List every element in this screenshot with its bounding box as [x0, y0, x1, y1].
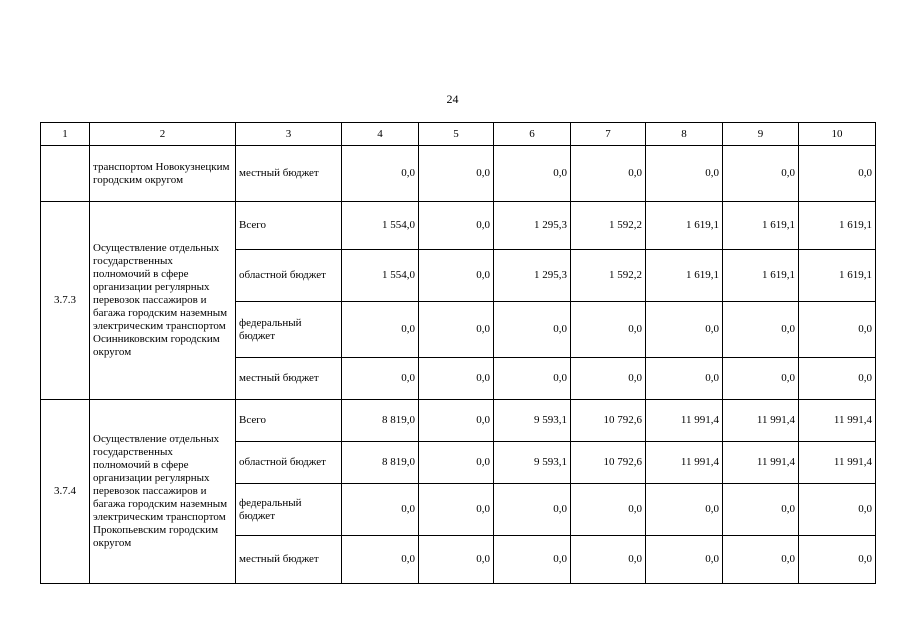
value-cell-col-9: 1 619,1 [723, 202, 799, 250]
value-cell-col-4: 8 819,0 [342, 400, 419, 442]
value-cell-col-6: 0,0 [494, 484, 571, 536]
funding-source: Всего [236, 202, 342, 250]
funding-source: федеральный бюджет [236, 302, 342, 358]
group-1-description: Осуществление отдельных государственных полномочий в сфере организации регулярных перевозок пассажиров и багажа городским наземным электрическим транспортом Осинниковским городским округом [90, 202, 236, 400]
value-cell-col-6: 0,0 [494, 358, 571, 400]
group-2-description: Осуществление отдельных государственных полномочий в сфере организации регулярных перевозок пассажиров и багажа городским наземным электрическим транспортом Прокопьевским городским округом [90, 400, 236, 584]
column-header-9: 9 [723, 123, 799, 146]
value-cell-col-4: 8 819,0 [342, 442, 419, 484]
value-cell-col-7: 10 792,6 [571, 442, 646, 484]
value-cell-col-8: 1 619,1 [646, 250, 723, 302]
value-cell-col-9: 0,0 [723, 358, 799, 400]
funding-source: местный бюджет [236, 146, 342, 202]
value-cell-col-4: 0,0 [342, 358, 419, 400]
table-row [41, 146, 876, 202]
group-1-code: 3.7.3 [41, 202, 90, 400]
table-row [41, 202, 876, 250]
column-header-10: 10 [799, 123, 876, 146]
value-cell-col-5: 0,0 [419, 484, 494, 536]
value-cell-col-4: 0,0 [342, 302, 419, 358]
value-cell-col-10: 0,0 [799, 302, 876, 358]
value-cell-col-9: 0,0 [723, 146, 799, 202]
value-cell-col-8: 11 991,4 [646, 400, 723, 442]
funding-source: местный бюджет [236, 536, 342, 584]
value-cell-col-10: 11 991,4 [799, 400, 876, 442]
column-header-6: 6 [494, 123, 571, 146]
value-cell-col-6: 0,0 [494, 302, 571, 358]
value-cell-col-6: 9 593,1 [494, 400, 571, 442]
value-cell-col-8: 0,0 [646, 146, 723, 202]
value-cell-col-7: 10 792,6 [571, 400, 646, 442]
continuation-description: транспортом Новокузнецким городским округом [90, 146, 236, 202]
value-cell-col-10: 1 619,1 [799, 250, 876, 302]
value-cell-col-8: 0,0 [646, 302, 723, 358]
value-cell-col-9: 1 619,1 [723, 250, 799, 302]
column-header-2: 2 [90, 123, 236, 146]
table-row [41, 400, 876, 442]
header-row [41, 123, 876, 146]
funding-source: федеральный бюджет [236, 484, 342, 536]
value-cell-col-7: 0,0 [571, 358, 646, 400]
value-cell-col-7: 0,0 [571, 302, 646, 358]
continuation-code [41, 146, 90, 202]
value-cell-col-10: 0,0 [799, 536, 876, 584]
value-cell-col-7: 1 592,2 [571, 202, 646, 250]
value-cell-col-6: 0,0 [494, 146, 571, 202]
value-cell-col-4: 0,0 [342, 146, 419, 202]
value-cell-col-4: 0,0 [342, 484, 419, 536]
value-cell-col-8: 0,0 [646, 484, 723, 536]
value-cell-col-10: 0,0 [799, 358, 876, 400]
table-body [41, 146, 876, 584]
value-cell-col-8: 0,0 [646, 536, 723, 584]
group-2-code: 3.7.4 [41, 400, 90, 584]
value-cell-col-4: 0,0 [342, 536, 419, 584]
value-cell-col-9: 0,0 [723, 302, 799, 358]
value-cell-col-5: 0,0 [419, 358, 494, 400]
funding-source: областной бюджет [236, 442, 342, 484]
column-header-5: 5 [419, 123, 494, 146]
value-cell-col-4: 1 554,0 [342, 250, 419, 302]
value-cell-col-9: 0,0 [723, 536, 799, 584]
value-cell-col-6: 0,0 [494, 536, 571, 584]
funding-source: местный бюджет [236, 358, 342, 400]
value-cell-col-5: 0,0 [419, 146, 494, 202]
value-cell-col-10: 11 991,4 [799, 442, 876, 484]
value-cell-col-8: 0,0 [646, 358, 723, 400]
column-header-4: 4 [342, 123, 419, 146]
value-cell-col-7: 1 592,2 [571, 250, 646, 302]
value-cell-col-6: 9 593,1 [494, 442, 571, 484]
table-header [41, 123, 876, 146]
value-cell-col-9: 0,0 [723, 484, 799, 536]
column-header-3: 3 [236, 123, 342, 146]
value-cell-col-5: 0,0 [419, 442, 494, 484]
value-cell-col-5: 0,0 [419, 400, 494, 442]
value-cell-col-9: 11 991,4 [723, 442, 799, 484]
value-cell-col-5: 0,0 [419, 302, 494, 358]
value-cell-col-10: 1 619,1 [799, 202, 876, 250]
value-cell-col-5: 0,0 [419, 536, 494, 584]
funding-source: Всего [236, 400, 342, 442]
page-number: 24 [446, 92, 459, 106]
column-header-8: 8 [646, 123, 723, 146]
value-cell-col-8: 11 991,4 [646, 442, 723, 484]
column-header-7: 7 [571, 123, 646, 146]
value-cell-col-7: 0,0 [571, 484, 646, 536]
value-cell-col-10: 0,0 [799, 146, 876, 202]
value-cell-col-5: 0,0 [419, 202, 494, 250]
value-cell-col-8: 1 619,1 [646, 202, 723, 250]
value-cell-col-9: 11 991,4 [723, 400, 799, 442]
value-cell-col-6: 1 295,3 [494, 202, 571, 250]
budget-table [40, 122, 876, 584]
value-cell-col-5: 0,0 [419, 250, 494, 302]
funding-source: областной бюджет [236, 250, 342, 302]
column-header-1: 1 [41, 123, 90, 146]
value-cell-col-7: 0,0 [571, 536, 646, 584]
value-cell-col-10: 0,0 [799, 484, 876, 536]
value-cell-col-6: 1 295,3 [494, 250, 571, 302]
value-cell-col-4: 1 554,0 [342, 202, 419, 250]
value-cell-col-7: 0,0 [571, 146, 646, 202]
